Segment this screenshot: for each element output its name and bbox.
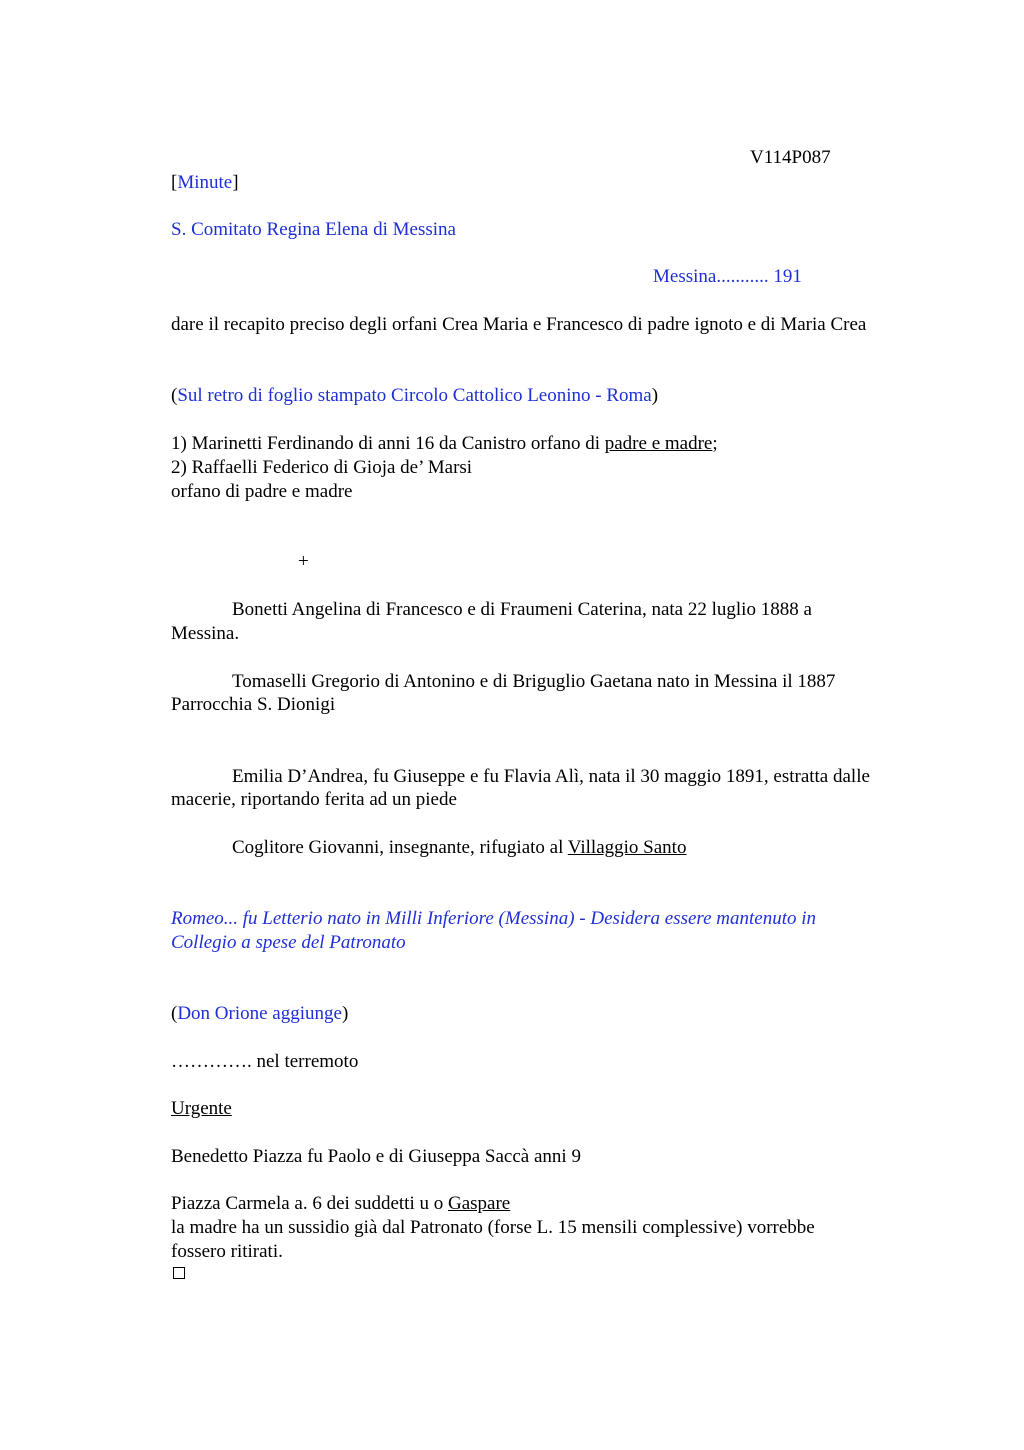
list-item-2: 2) Raffaelli Federico di Gioja de’ Marsi bbox=[171, 457, 473, 478]
coglitore-underlined: Villaggio Santo bbox=[567, 837, 687, 858]
list-item-2-continued: orfano di padre e madre bbox=[171, 481, 353, 502]
piazza-line-2: la madre ha un sussidio già dal Patronato (forse L. 15 mensili complessive) vorrebbe bbox=[171, 1217, 815, 1238]
tomaselli-line-1: Tomaselli Gregorio di Antonino e di Briguglio Gaetana nato in Messina il 1887 bbox=[232, 671, 836, 692]
emilia-line-2: macerie, riportando ferita ad un piede bbox=[171, 789, 457, 810]
dateline: Messina........... 191 bbox=[653, 266, 802, 287]
piazza-line-1 bbox=[171, 1192, 510, 1216]
bonetti-line-1: Bonetti Angelina di Francesco e di Fraumeni Caterina, nata 22 luglio 1888 a bbox=[232, 599, 812, 620]
don-orione-text: Don Orione aggiunge bbox=[177, 1003, 342, 1024]
bonetti-line-2: Messina. bbox=[171, 623, 240, 644]
request-paragraph: dare il recapito preciso degli orfani Crea Maria e Francesco di padre ignoto e di Maria Crea bbox=[171, 314, 867, 335]
urgente-label: Urgente bbox=[171, 1098, 232, 1119]
retro-note bbox=[171, 384, 658, 408]
minute-label: Minute bbox=[177, 172, 233, 193]
cross-mark: + bbox=[298, 551, 309, 572]
romeo-line-2: Collegio a spese del Patronato bbox=[171, 932, 406, 953]
retro-text: Sul retro di foglio stampato Circolo Cattolico Leonino - Roma bbox=[177, 385, 652, 406]
tomaselli-line-2: Parrocchia S. Dionigi bbox=[171, 694, 336, 715]
piazza-prefix: Piazza Carmela a. 6 dei suddetti u o bbox=[171, 1193, 448, 1214]
emilia-line-1: Emilia D’Andrea, fu Giuseppe e fu Flavia Alì, nata il 30 maggio 1891, estratta dalle bbox=[232, 766, 870, 787]
item1-prefix: 1) Marinetti Ferdinando di anni 16 da Canistro orfano di bbox=[171, 433, 605, 454]
coglitore-prefix: Coglitore Giovanni, insegnante, rifugiato al bbox=[232, 837, 568, 858]
piazza-underlined: Gaspare bbox=[448, 1193, 511, 1214]
retro-open: ( bbox=[171, 385, 178, 406]
bracket-close: ] bbox=[232, 172, 239, 193]
committee-title: S. Comitato Regina Elena di Messina bbox=[171, 219, 456, 240]
bracket-open: [ bbox=[171, 172, 178, 193]
retro-close: ) bbox=[651, 385, 659, 406]
don-orione-close: ) bbox=[341, 1003, 349, 1024]
document-id: V114P087 bbox=[750, 147, 831, 168]
checkbox-square bbox=[173, 1267, 185, 1279]
minute-header bbox=[171, 171, 239, 195]
coglitore-line bbox=[232, 836, 686, 860]
romeo-line-1: Romeo... fu Letterio nato in Milli Inferiore (Messina) - Desidera essere mantenuto in bbox=[171, 908, 817, 929]
don-orione-note bbox=[171, 1002, 348, 1026]
item1-suffix: ; bbox=[712, 433, 718, 454]
list-item-1 bbox=[171, 432, 718, 456]
don-orione-open: ( bbox=[171, 1003, 178, 1024]
terremoto-line: …………. nel terremoto bbox=[171, 1051, 359, 1072]
benedetto-line: Benedetto Piazza fu Paolo e di Giuseppa Saccà anni 9 bbox=[171, 1146, 581, 1167]
piazza-line-3: fossero ritirati. bbox=[171, 1241, 283, 1262]
item1-underlined: padre e madre bbox=[604, 433, 713, 454]
